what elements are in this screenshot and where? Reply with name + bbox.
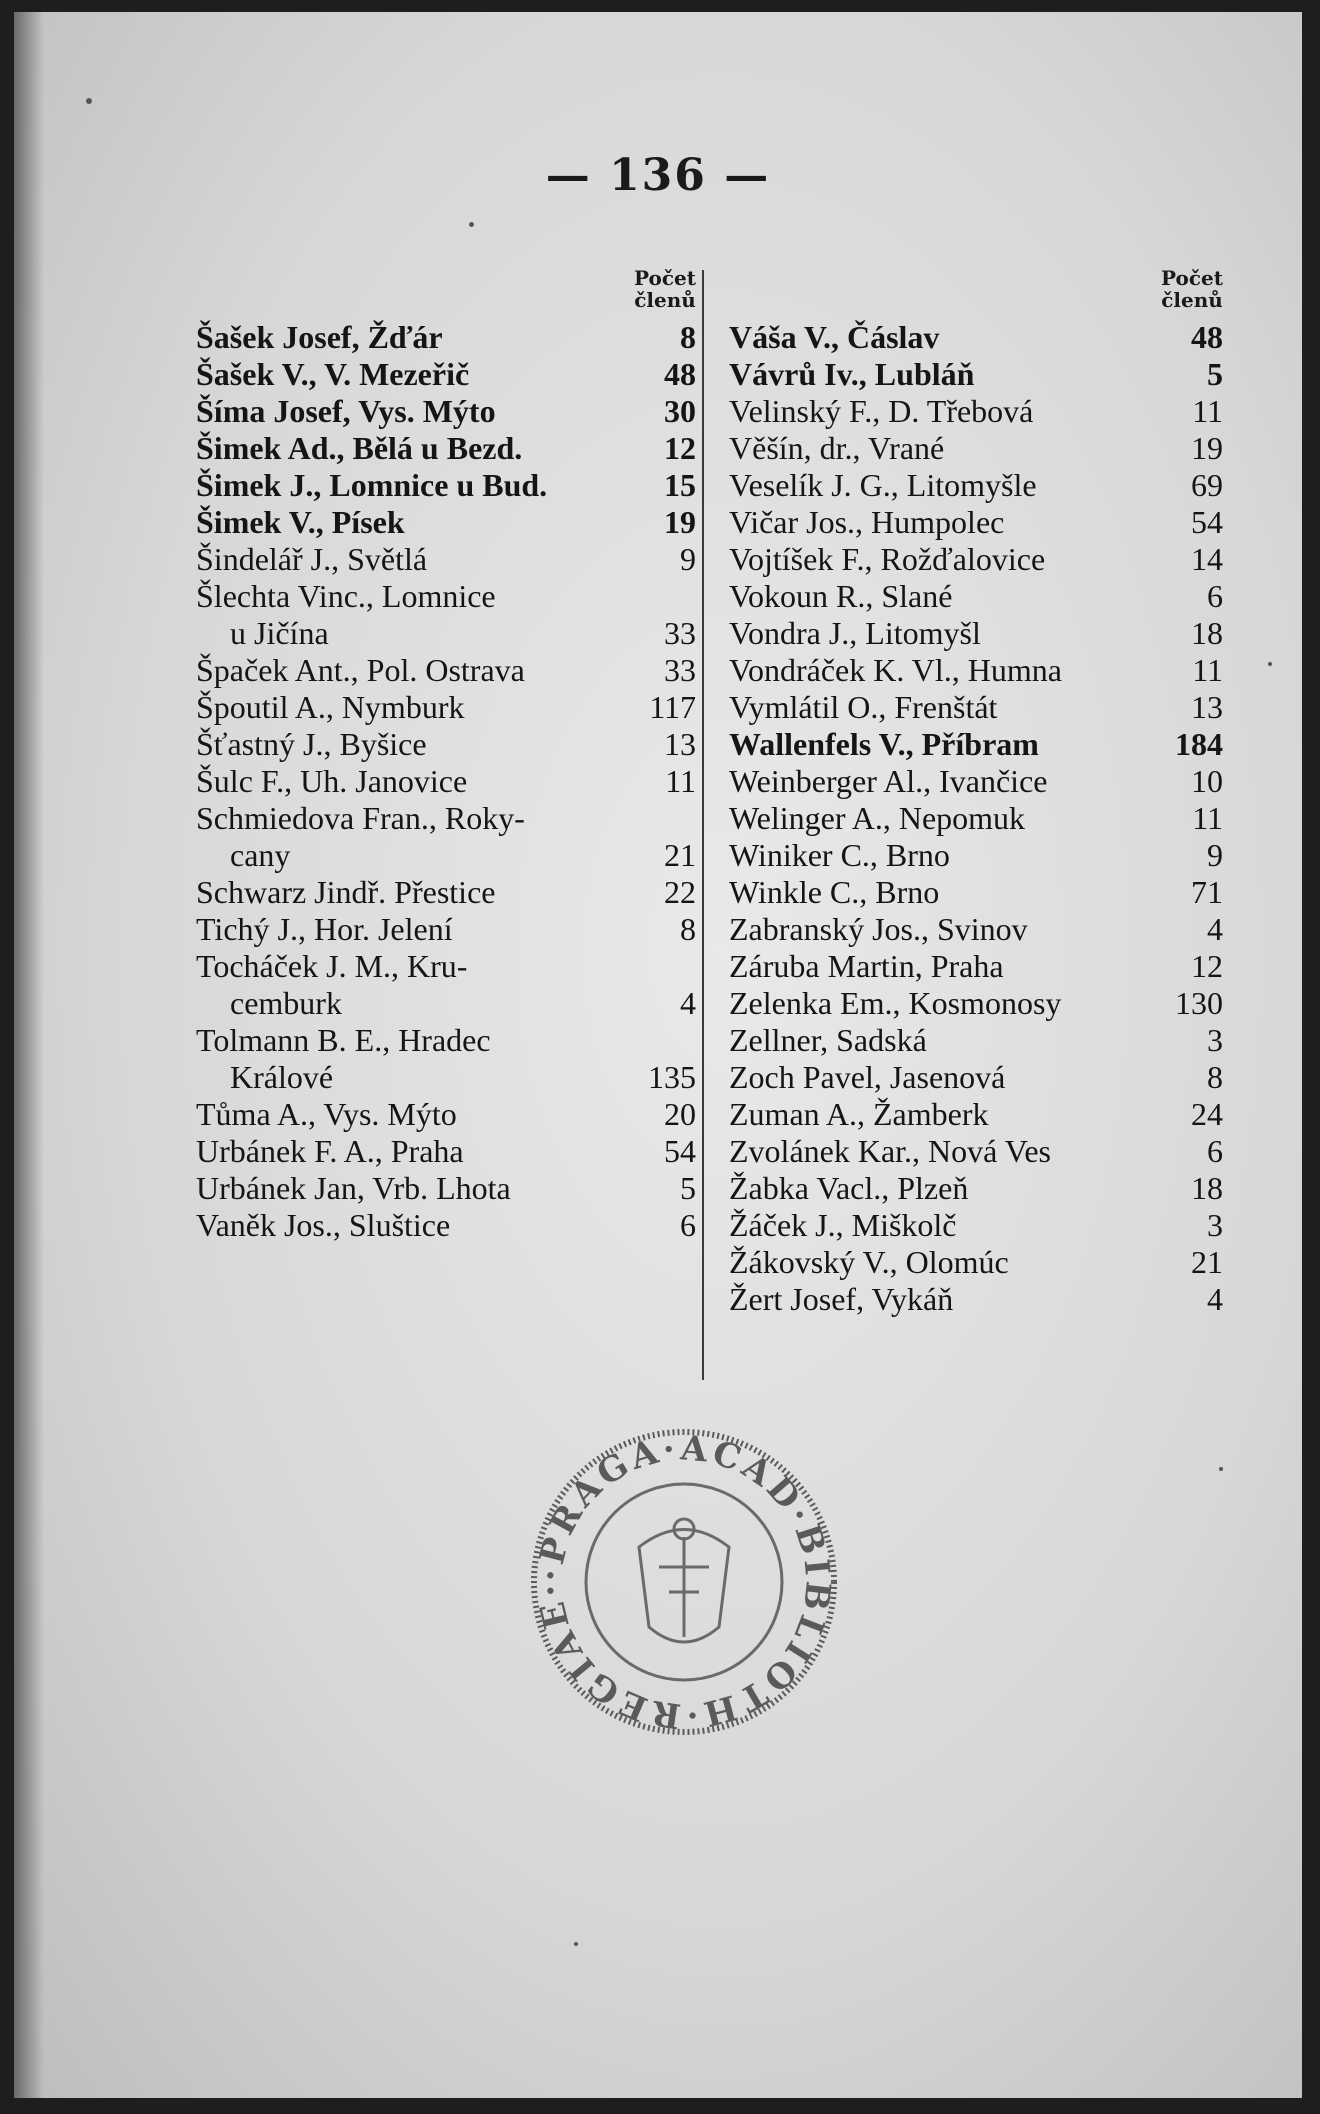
entry-member-count: 54 xyxy=(1191,504,1223,540)
list-item xyxy=(729,1244,1223,1281)
list-item xyxy=(196,1133,696,1170)
entry-member-count: 12 xyxy=(1191,948,1223,984)
entry-member-count: 69 xyxy=(1191,467,1223,503)
entry-name: Welinger A., Nepomuk xyxy=(729,800,1026,836)
list-item xyxy=(196,874,696,911)
list-item xyxy=(729,578,1223,615)
entry-name: Wallenfels V., Příbram xyxy=(729,726,1039,762)
entry-member-count: 10 xyxy=(1191,763,1223,799)
entry-name: Špaček Ant., Pol. Ostrava xyxy=(196,652,525,688)
entry-member-count: 6 xyxy=(680,1207,696,1243)
entry-name: Vymlátil O., Frenštát xyxy=(729,689,998,725)
list-item xyxy=(196,1170,696,1207)
list-item xyxy=(729,985,1223,1022)
entry-member-count: 5 xyxy=(1207,356,1223,392)
entry-name-continuation: cany xyxy=(230,837,291,873)
entry-member-count: 33 xyxy=(664,652,696,688)
entry-member-count: 4 xyxy=(1207,1281,1223,1317)
entry-member-count: 9 xyxy=(1207,837,1223,873)
entry-name: Zellner, Sadská xyxy=(729,1022,927,1058)
entry-name: Šindelář J., Světlá xyxy=(196,541,428,577)
speck xyxy=(1219,1467,1223,1471)
entry-name: Weinberger Al., Ivančice xyxy=(729,763,1048,799)
entry-name: Urbánek F. A., Praha xyxy=(196,1133,464,1169)
entry-name: Zvolánek Kar., Nová Ves xyxy=(729,1133,1051,1169)
entry-name: Zabranský Jos., Svinov xyxy=(729,911,1028,947)
entry-member-count: 20 xyxy=(664,1096,696,1132)
entry-name-continuation: Králové xyxy=(230,1059,334,1095)
list-item xyxy=(196,1022,696,1096)
header-label-members: členů xyxy=(1161,288,1223,312)
entry-member-count: 15 xyxy=(664,467,696,503)
entry-member-count: 11 xyxy=(1192,393,1223,429)
entry-name: Šimek V., Písek xyxy=(196,504,405,540)
entry-name: Váša V., Čáslav xyxy=(729,319,940,355)
list-item xyxy=(729,652,1223,689)
list-item xyxy=(196,393,696,430)
list-item xyxy=(729,726,1223,763)
entry-member-count: 6 xyxy=(1207,1133,1223,1169)
entry-member-count: 48 xyxy=(664,356,696,392)
entry-name: Winkle C., Brno xyxy=(729,874,940,910)
entry-member-count: 54 xyxy=(664,1133,696,1169)
list-item xyxy=(196,578,696,652)
entry-name: Vojtíšek F., Rožďalovice xyxy=(729,541,1046,577)
entry-member-count: 21 xyxy=(664,837,696,873)
entry-name: Záruba Martin, Praha xyxy=(729,948,1004,984)
entry-name: Tichý J., Hor. Jelení xyxy=(196,911,453,947)
entry-name: Tůma A., Vys. Mýto xyxy=(196,1096,457,1132)
entry-name: Věšín, dr., Vrané xyxy=(729,430,945,466)
entry-name: Veselík J. G., Litomyšle xyxy=(729,467,1037,503)
list-item xyxy=(729,430,1223,467)
list-item xyxy=(196,430,696,467)
entry-member-count: 12 xyxy=(664,430,696,466)
entry-member-count: 3 xyxy=(1207,1022,1223,1058)
entry-member-count: 19 xyxy=(664,504,696,540)
entry-member-count: 130 xyxy=(1175,985,1223,1021)
entry-member-count: 48 xyxy=(1191,319,1223,355)
entry-member-count: 9 xyxy=(680,541,696,577)
list-item xyxy=(196,1207,696,1244)
entry-member-count: 71 xyxy=(1191,874,1223,910)
list-item xyxy=(196,1096,696,1133)
list-item xyxy=(729,763,1223,800)
entry-member-count: 18 xyxy=(1191,1170,1223,1206)
entry-member-count: 19 xyxy=(1191,430,1223,466)
entry-name: Vondráček K. Vl., Humna xyxy=(729,652,1062,688)
entry-name: Šašek Josef, Žďár xyxy=(196,319,443,355)
entry-member-count: 6 xyxy=(1207,578,1223,614)
left-entry-list xyxy=(196,319,696,1244)
list-item xyxy=(729,393,1223,430)
entry-name: Winiker C., Brno xyxy=(729,837,950,873)
list-item xyxy=(196,948,696,1022)
list-item xyxy=(729,1207,1223,1244)
entry-member-count: 14 xyxy=(1191,541,1223,577)
entry-name: Žáček J., Miškolč xyxy=(729,1207,957,1243)
entry-name: Vondra J., Litomyšl xyxy=(729,615,981,651)
list-item xyxy=(729,504,1223,541)
entry-name: Šašek V., V. Mezeřič xyxy=(196,356,470,392)
left-column-header xyxy=(634,267,696,311)
entry-member-count: 13 xyxy=(664,726,696,762)
entry-member-count: 8 xyxy=(1207,1059,1223,1095)
entry-member-count: 135 xyxy=(648,1059,696,1095)
right-column-header xyxy=(1161,267,1223,311)
entry-name: Šimek J., Lomnice u Bud. xyxy=(196,467,548,503)
list-item xyxy=(729,615,1223,652)
entry-member-count: 117 xyxy=(649,689,696,725)
entry-member-count: 22 xyxy=(664,874,696,910)
list-item xyxy=(729,467,1223,504)
entry-member-count: 21 xyxy=(1191,1244,1223,1280)
entry-member-count: 184 xyxy=(1175,726,1223,762)
entry-member-count: 11 xyxy=(1192,652,1223,688)
list-item xyxy=(196,689,696,726)
page-edge-shadow xyxy=(14,12,44,2098)
entry-member-count: 8 xyxy=(680,319,696,355)
list-item xyxy=(729,1022,1223,1059)
list-item xyxy=(729,1096,1223,1133)
list-item xyxy=(729,948,1223,985)
entry-name: Žabka Vacl., Plzeň xyxy=(729,1170,969,1206)
list-item xyxy=(196,726,696,763)
right-entry-list xyxy=(729,319,1223,1318)
list-item xyxy=(729,319,1223,356)
entry-name: Špoutil A., Nymburk xyxy=(196,689,465,725)
column-divider xyxy=(702,270,704,1380)
entry-name: Zuman A., Žamberk xyxy=(729,1096,989,1132)
entry-member-count: 11 xyxy=(665,763,696,799)
entry-member-count: 5 xyxy=(680,1170,696,1206)
list-item xyxy=(729,1133,1223,1170)
entry-name: Zelenka Em., Kosmonosy xyxy=(729,985,1062,1021)
list-item xyxy=(196,763,696,800)
entry-name: Šíma Josef, Vys. Mýto xyxy=(196,393,496,429)
list-item xyxy=(729,689,1223,726)
entry-member-count: 33 xyxy=(664,615,696,651)
library-stamp xyxy=(519,1417,849,1747)
entry-name: Šulc F., Uh. Janovice xyxy=(196,763,468,799)
entry-member-count: 18 xyxy=(1191,615,1223,651)
list-item xyxy=(196,504,696,541)
list-item xyxy=(196,541,696,578)
list-item xyxy=(196,467,696,504)
entry-name: Vávrů Iv., Lubláň xyxy=(729,356,975,392)
entry-name: Žert Josef, Vykáň xyxy=(729,1281,954,1317)
entry-name-continuation: u Jičína xyxy=(230,615,329,651)
header-label-count: Počet xyxy=(634,266,696,290)
entry-name: Tocháček J. M., Kru- xyxy=(196,948,468,984)
entry-member-count: 11 xyxy=(1192,800,1223,836)
list-item xyxy=(729,911,1223,948)
speck xyxy=(469,222,474,227)
entry-member-count: 24 xyxy=(1191,1096,1223,1132)
list-item xyxy=(729,874,1223,911)
entry-member-count: 30 xyxy=(664,393,696,429)
entry-member-count: 13 xyxy=(1191,689,1223,725)
list-item xyxy=(196,652,696,689)
stamp-emblem xyxy=(639,1519,729,1642)
book-page xyxy=(14,12,1302,2098)
list-item xyxy=(729,1059,1223,1096)
entry-name: Vičar Jos., Humpolec xyxy=(729,504,1005,540)
entry-name: Vaněk Jos., Sluštice xyxy=(196,1207,451,1243)
entry-member-count: 8 xyxy=(680,911,696,947)
header-label-count: Počet xyxy=(1161,266,1223,290)
entry-name: Šimek Ad., Bělá u Bezd. xyxy=(196,430,523,466)
list-item xyxy=(729,541,1223,578)
speck xyxy=(574,1942,578,1946)
list-item xyxy=(196,800,696,874)
speck xyxy=(1268,662,1272,666)
entry-name: Zoch Pavel, Jasenová xyxy=(729,1059,1006,1095)
speck xyxy=(86,98,92,104)
entry-name-continuation: cemburk xyxy=(230,985,342,1021)
entry-name: Urbánek Jan, Vrb. Lhota xyxy=(196,1170,511,1206)
list-item xyxy=(196,319,696,356)
stamp-text: ·PRAGA·ACAD·BIBLIOTH·REGIAE· xyxy=(530,1428,838,1736)
list-item xyxy=(729,800,1223,837)
entry-name: Žákovský V., Olomúc xyxy=(729,1244,1009,1280)
entry-name: Velinský F., D. Třebová xyxy=(729,393,1034,429)
entry-name: Schwarz Jindř. Přestice xyxy=(196,874,496,910)
entry-name: Vokoun R., Slané xyxy=(729,578,953,614)
list-item xyxy=(196,911,696,948)
entry-name: Schmiedova Fran., Roky- xyxy=(196,800,525,836)
page-number: — 136 — xyxy=(545,150,771,201)
entry-name: Tolmann B. E., Hradec xyxy=(196,1022,491,1058)
list-item xyxy=(729,1281,1223,1318)
list-item xyxy=(729,837,1223,874)
entry-member-count: 4 xyxy=(680,985,696,1021)
entry-member-count: 4 xyxy=(1207,911,1223,947)
entry-name: Šlechta Vinc., Lomnice xyxy=(196,578,496,614)
list-item xyxy=(729,1170,1223,1207)
entry-name: Šťastný J., Byšice xyxy=(196,726,427,762)
entry-member-count: 3 xyxy=(1207,1207,1223,1243)
list-item xyxy=(196,356,696,393)
header-label-members: členů xyxy=(634,288,696,312)
list-item xyxy=(729,356,1223,393)
